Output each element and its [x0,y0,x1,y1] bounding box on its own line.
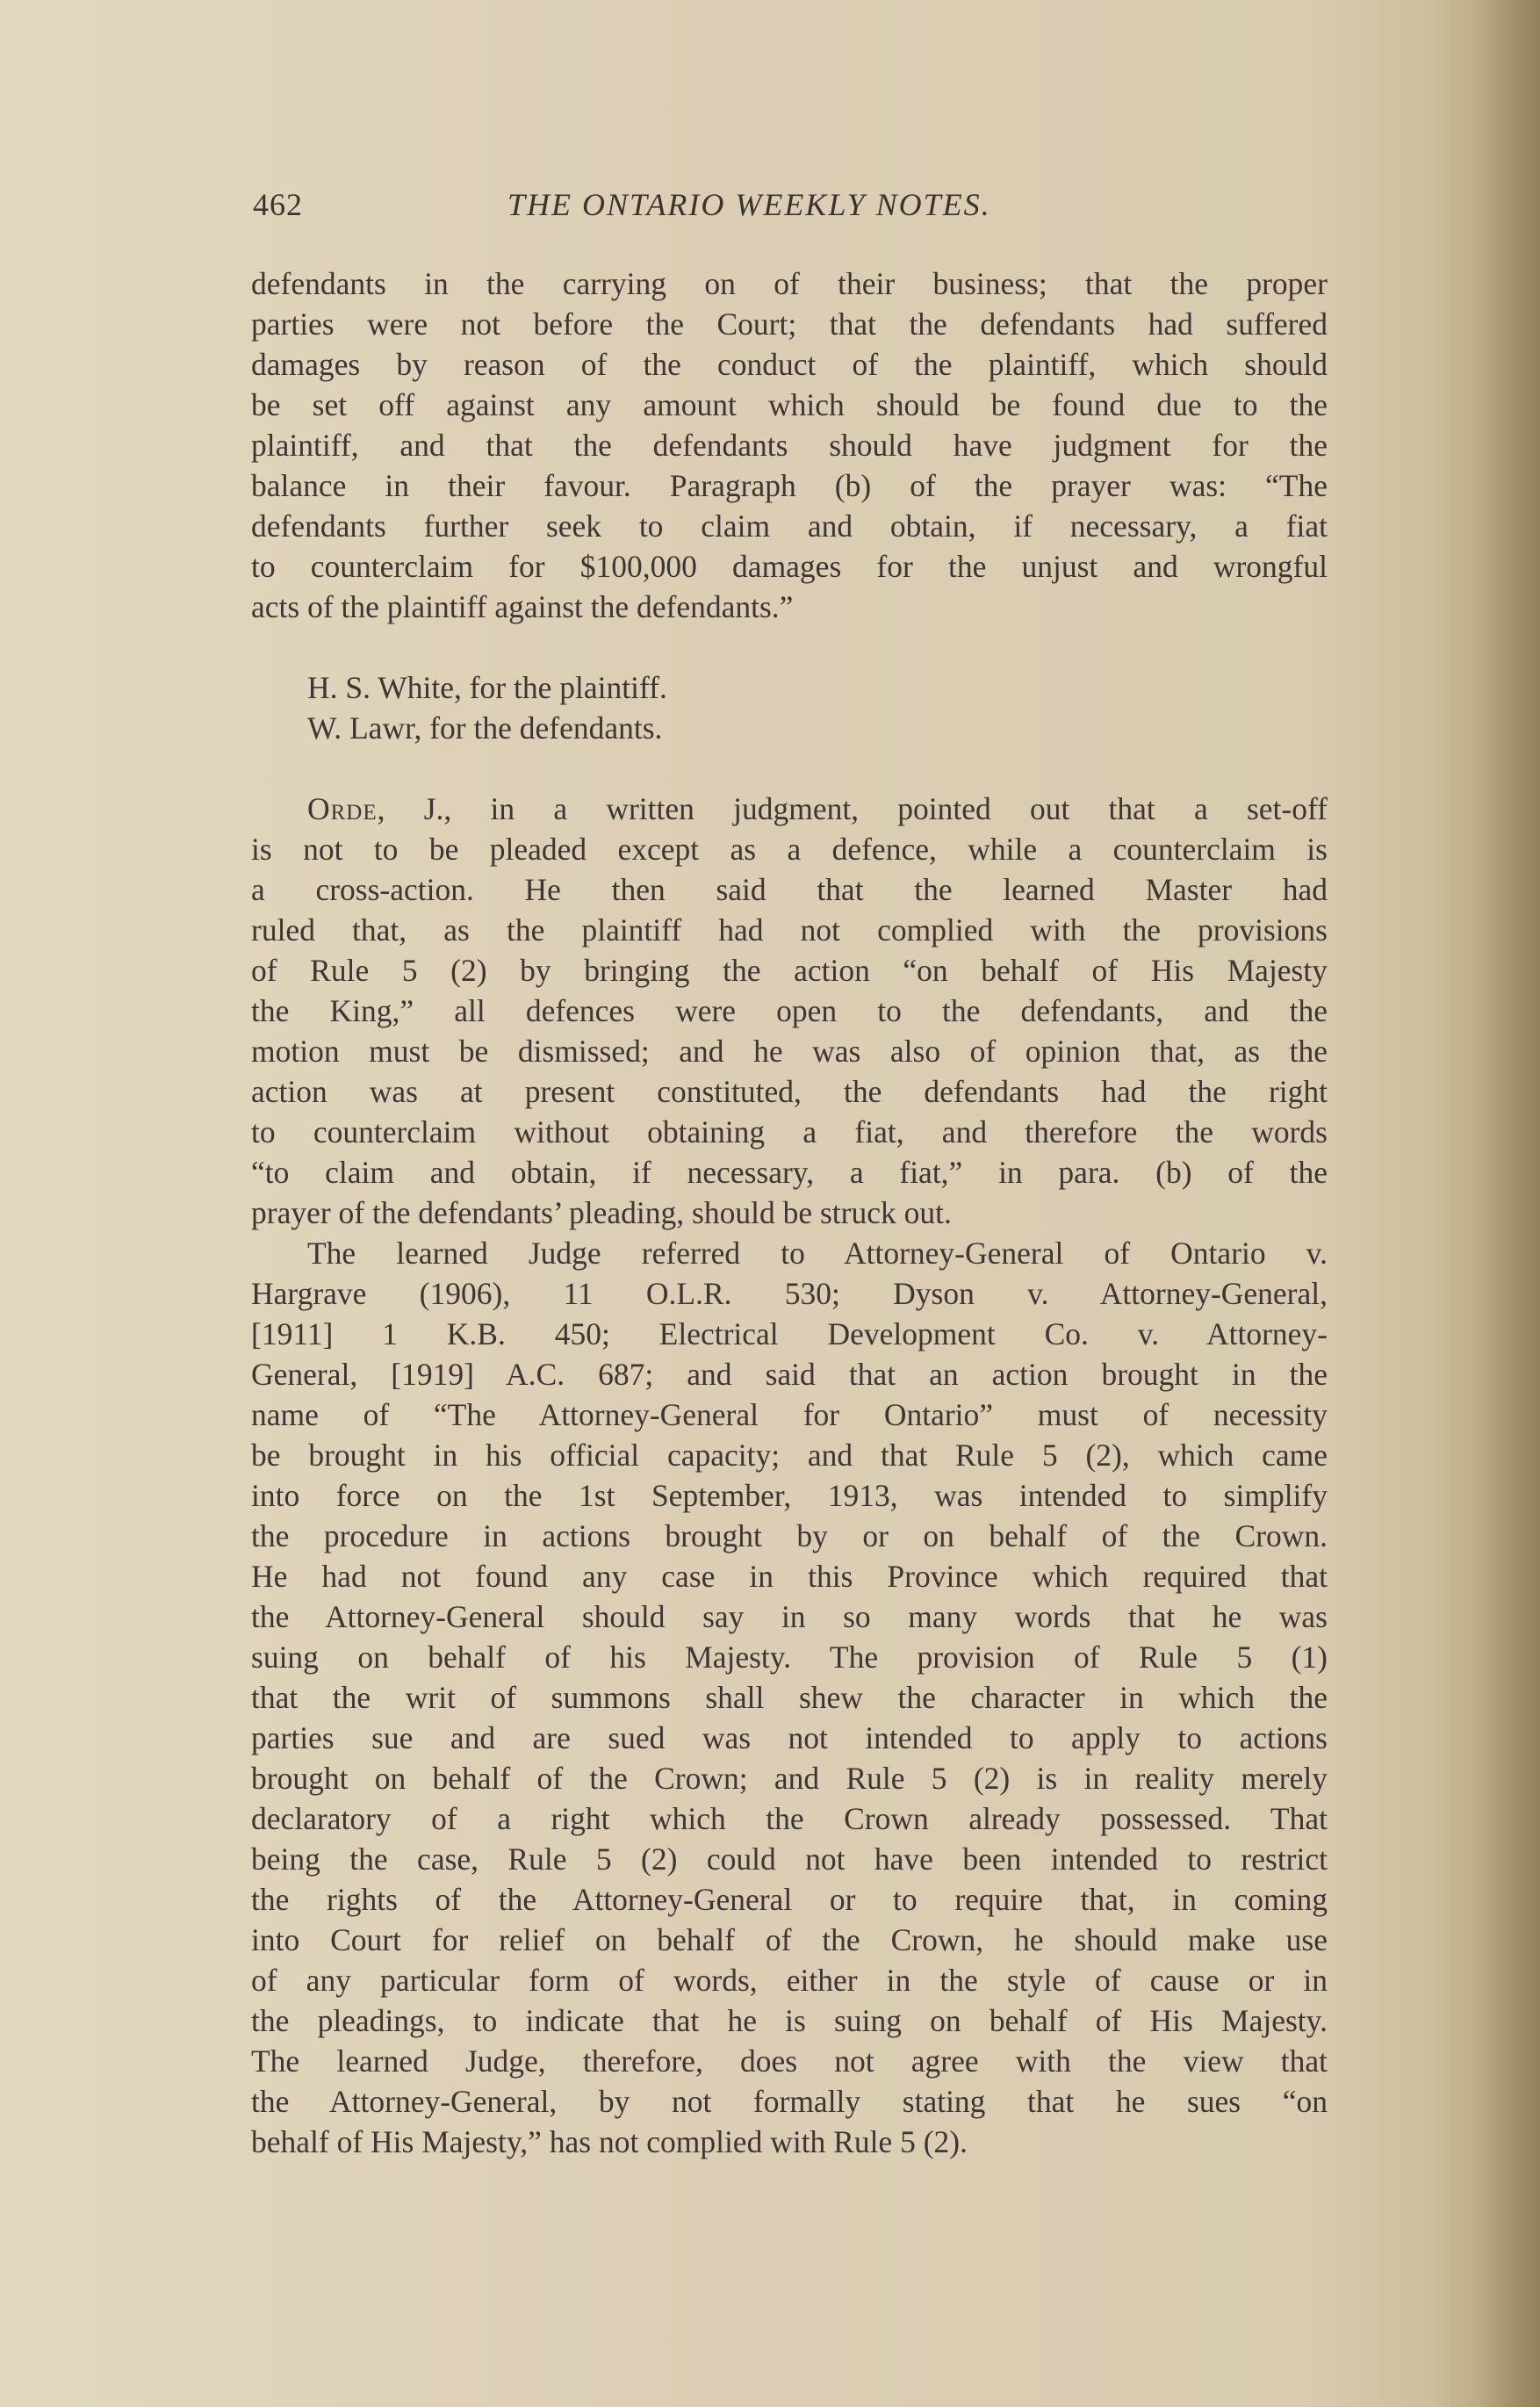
text-line: defendants further seek to claim and obtain, if necessary, a fiat [251,508,1328,544]
text-line: into Court for relief on behalf of the Crown, he should make use [251,1922,1328,1957]
page-edge-shadow [1435,0,1540,2407]
paragraph-references [251,1233,1328,2162]
text-line: balance in their favour. Paragraph (b) of the prayer was: “The [251,468,1328,503]
text-line: that the writ of summons shall shew the character in which the [251,1680,1328,1715]
text-line: a cross-action. He then said that the learned Master had [251,872,1328,907]
text-line: motion must be dismissed; and he was also of opinion that, as the [251,1034,1328,1069]
text-line: Hargrave (1906), 11 O.L.R. 530; Dyson v. Attorney-General, [251,1276,1328,1311]
text-line: behalf of His Majesty,” has not complied with Rule 5 (2). [251,2124,968,2159]
text-line: the Attorney-General should say in so many words that he was [251,1599,1328,1634]
text-line: damages by reason of the conduct of the plaintiff, which should [251,347,1328,382]
text-line: the pleadings, to indicate that he is suing on behalf of His Majesty. [251,2003,1328,2038]
text-line: H. S. White, for the plaintiff. [307,670,667,705]
text-line: of any particular form of words, either in the style of cause or in [251,1963,1328,1998]
text-line: W. Lawr, for the defendants. [307,710,663,746]
running-title: THE ONTARIO WEEKLY NOTES. [507,187,991,222]
text-line: suing on behalf of his Majesty. The provision of Rule 5 (1) [251,1639,1328,1675]
text-line: plaintiff, and that the defendants should have judgment for the [251,428,1328,463]
text-line: the procedure in actions brought by or on behalf of the Crown. [251,1518,1328,1553]
judge-name: Orde [307,791,378,826]
page-number: 462 [253,187,303,222]
text-line: prayer of the defendants’ pleading, should be struck out. [251,1195,952,1230]
text-line: The learned Judge, therefore, does not agree with the view that [251,2043,1328,2079]
text-line: name of “The Attorney-General for Ontario” must of necessity [251,1397,1328,1432]
text-line: to counterclaim without obtaining a fiat, and therefore the words [251,1114,1328,1149]
text-line: The learned Judge referred to Attorney-General of Ontario v. [307,1236,1328,1271]
text-line: action was at present constituted, the defendants had the right [251,1074,1328,1109]
text-line: parties sue and are sued was not intended to apply to actions [251,1720,1328,1755]
text-line: the Attorney-General, by not formally stating that he sues “on [251,2084,1328,2119]
text-line: He had not found any case in this Province which required that [251,1559,1328,1594]
text-line: be brought in his official capacity; and that Rule 5 (2), which came [251,1438,1328,1473]
text-line: [1911] 1 K.B. 450; Electrical Development Co. v. Attorney- [251,1316,1328,1351]
text-line: of Rule 5 (2) by bringing the action “on behalf of His Majesty [251,953,1328,988]
text-line: is not to be pleaded except as a defence, while a counterclaim is [251,832,1328,867]
text-line: defendants in the carrying on of their business; that the proper [251,266,1328,301]
text-line-rest: , J., in a written judgment, pointed out that a set-off [377,791,1328,826]
text-line: General, [1919] A.C. 687; and said that an action brought in the [251,1357,1328,1392]
text-line: to counterclaim for $100,000 damages for the unjust and wrongful [251,549,1328,584]
text-line: brought on behalf of the Crown; and Rule 5 (2) is in reality merely [251,1761,1328,1796]
body-text [251,263,1328,2162]
text-line: the King,” all defences were open to the defendants, and the [251,993,1328,1028]
text-line: being the case, Rule 5 (2) could not have been intended to restrict [251,1841,1328,1877]
text-line: “to claim and obtain, if necessary, a fiat,” in para. (b) of the [251,1155,1328,1190]
paragraph-judgment [251,789,1328,1233]
text-line: the rights of the Attorney-General or to require that, in coming [251,1882,1328,1917]
text-line: into force on the 1st September, 1913, was intended to simplify [251,1478,1328,1513]
text-line [251,789,1328,829]
page-header [253,186,1324,239]
counsel-listing [307,667,1328,748]
text-line: declaratory of a right which the Crown already possessed. That [251,1801,1328,1836]
text-line: acts of the plaintiff against the defendants.” [251,589,794,624]
text-line: parties were not before the Court; that the defendants had suffered [251,306,1328,342]
paragraph-continuation [251,263,1328,627]
text-line: ruled that, as the plaintiff had not complied with the provisions [251,912,1328,948]
text-line: be set off against any amount which should be found due to the [251,387,1328,422]
